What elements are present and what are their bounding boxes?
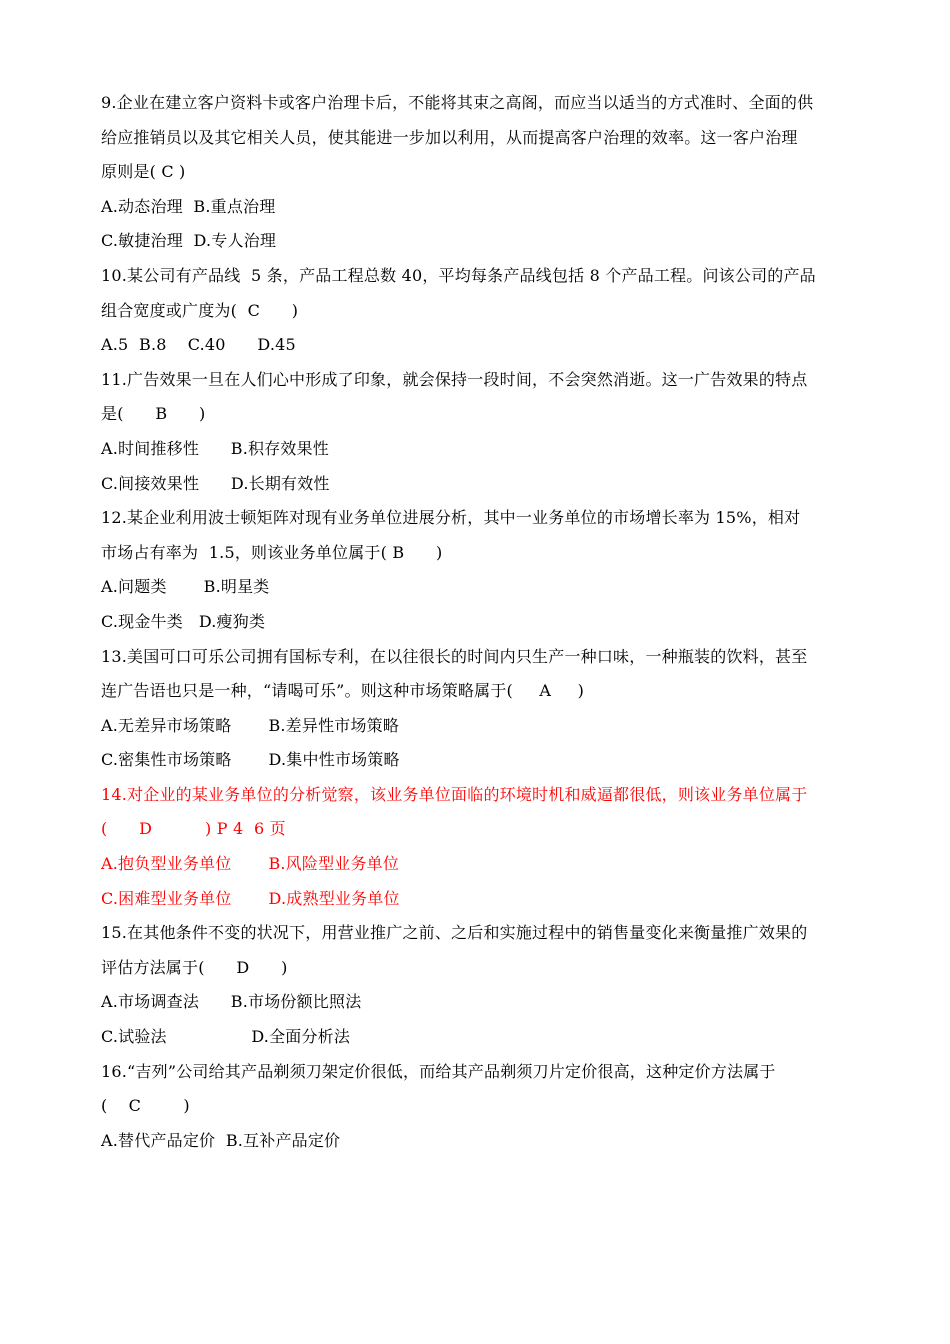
text-line: 评估方法属于( D ) xyxy=(101,957,288,977)
text-line: A.动态治理 B.重点治理 xyxy=(101,196,276,216)
text-line: 15.在其他条件不变的状况下，用营业推广之前、之后和实施过程中的销售量变化来衡量推广效果的 xyxy=(101,923,808,943)
text-line: 连广告语也只是一种，“请喝可乐”。则这种市场策略属于( A ) xyxy=(101,681,585,701)
text-line: A.无差异市场策略 B.差异性市场策略 xyxy=(101,715,400,735)
text-line: C.试验法 D.全面分析法 xyxy=(101,1027,351,1047)
text-line: A.抱负型业务单位 B.风险型业务单位 xyxy=(101,854,400,874)
text-line: 10.某公司有产品线 5 条，产品工程总数 40，平均每条产品线包括 8 个产品工程。问该公司的产品 xyxy=(101,265,816,285)
text-line: 16.“吉列”公司给其产品剃须刀架定价很低，而给其产品剃须刀片定价很高，这种定价方法属于 xyxy=(101,1061,776,1081)
text-line: 9.企业在建立客户资料卡或客户治理卡后，不能将其束之高阁，而应当以适当的方式准时、全面的供 xyxy=(101,93,814,112)
text-line: C.困难型业务单位 D.成熟型业务单位 xyxy=(101,888,400,908)
text-line: ( C ) xyxy=(101,1096,190,1116)
text-line: 组合宽度或广度为( C ) xyxy=(101,300,299,320)
text-line: C.间接效果性 D.长期有效性 xyxy=(101,473,330,493)
text-line: C.现金牛类 D.瘦狗类 xyxy=(101,611,266,631)
document-page xyxy=(101,86,861,1158)
text-line: 14.对企业的某业务单位的分析觉察，该业务单位面临的环境时机和威逼都很低，则该业务单位属于 xyxy=(101,784,808,804)
text-line: A.5 B.8 C.40 D.45 xyxy=(101,335,296,355)
text-line: A.市场调查法 B.市场份额比照法 xyxy=(101,992,362,1012)
text-line: ( D ) P 4 6 页 xyxy=(101,819,286,839)
text-line: A.时间推移性 B.积存效果性 xyxy=(101,438,330,458)
text-line: 12.某企业利用波士顿矩阵对现有业务单位进展分析，其中一业务单位的市场增长率为 15%，相对 xyxy=(101,508,801,528)
text-line: 13.美国可口可乐公司拥有国标专利，在以往很长的时间内只生产一种口味，一种瓶装的饮料，甚至 xyxy=(101,646,808,666)
text-line: A.问题类 B.明星类 xyxy=(101,577,270,597)
text-line: 原则是( C ) xyxy=(101,162,186,182)
text-line: 是( B ) xyxy=(101,404,206,424)
text-line: 市场占有率为 1.5，则该业务单位属于( B ) xyxy=(101,542,443,562)
text-line: C.敏捷治理 D.专人治理 xyxy=(101,231,277,251)
text-line: 给应推销员以及其它相关人员，使其能进一步加以利用，从而提高客户治理的效率。这一客户治理 xyxy=(101,127,798,147)
text-line: A.替代产品定价 B.互补产品定价 xyxy=(101,1130,341,1150)
text-line: C.密集性市场策略 D.集中性市场策略 xyxy=(101,750,400,770)
text-line: 11.广告效果一旦在人们心中形成了印象，就会保持一段时间，不会突然消逝。这一广告效果的特点 xyxy=(101,369,808,389)
